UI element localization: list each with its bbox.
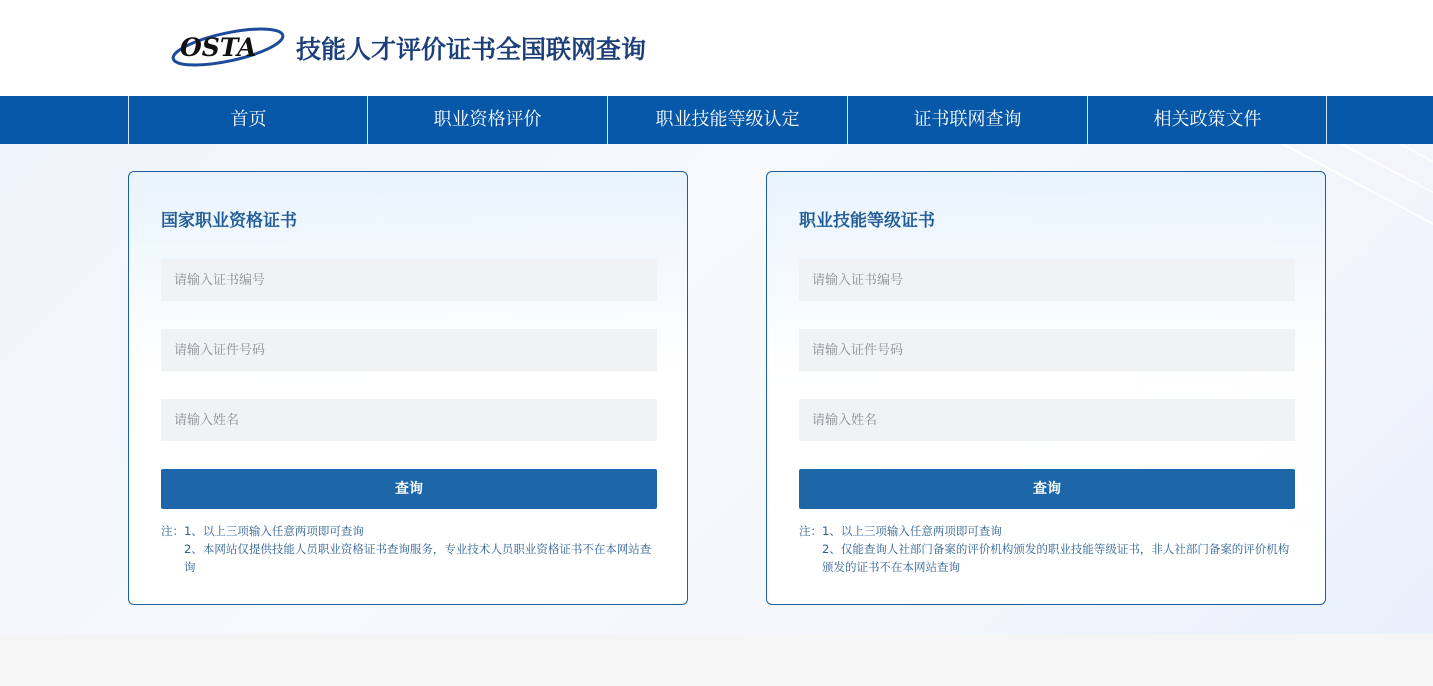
nav-item-policy-documents[interactable]: 相关政策文件	[1087, 96, 1327, 144]
id-number-input[interactable]	[161, 329, 657, 371]
nav-divider	[1326, 96, 1327, 144]
nav-item-skill-level-certification[interactable]: 职业技能等级认定	[607, 96, 847, 144]
site-header	[0, 0, 1433, 96]
name-input[interactable]	[799, 399, 1295, 441]
note-line-1: 1、以上三项输入任意两项即可查询	[184, 524, 364, 538]
query-note	[799, 522, 1299, 576]
query-section	[0, 144, 1433, 634]
certificate-number-input[interactable]	[161, 259, 657, 301]
name-input[interactable]	[161, 399, 657, 441]
card-title: 职业技能等级证书	[799, 211, 935, 231]
main-nav	[0, 96, 1433, 144]
nav-item-certificate-query[interactable]: 证书联网查询	[847, 96, 1087, 144]
note-line-1: 1、以上三项输入任意两项即可查询	[822, 524, 1002, 538]
note-prefix: 注：	[161, 524, 184, 538]
nav-item-qualification-evaluation[interactable]: 职业资格评价	[367, 96, 607, 144]
national-qualification-card	[128, 171, 688, 605]
skill-level-card	[766, 171, 1326, 605]
query-button[interactable]: 查询	[799, 469, 1295, 509]
osta-logo[interactable]	[168, 25, 286, 71]
certificate-number-input[interactable]	[799, 259, 1295, 301]
id-number-input[interactable]	[799, 329, 1295, 371]
note-line-2: 2、本网站仅提供技能人员职业资格证书查询服务，专业技术人员职业资格证书不在本网站查询	[184, 542, 652, 574]
nav-item-home[interactable]: 首页	[128, 96, 368, 144]
site-title: 技能人才评价证书全国联网查询	[296, 35, 647, 64]
card-title: 国家职业资格证书	[161, 211, 297, 231]
note-line-2: 2、仅能查询人社部门备案的评价机构颁发的职业技能等级证书，非人社部门备案的评价机构颁发的证书不在本网站查询	[822, 542, 1290, 574]
svg-text:OSTA: OSTA	[180, 33, 257, 62]
query-note	[161, 522, 661, 576]
page-footer	[0, 634, 1433, 686]
query-button[interactable]: 查询	[161, 469, 657, 509]
note-prefix: 注：	[799, 524, 822, 538]
